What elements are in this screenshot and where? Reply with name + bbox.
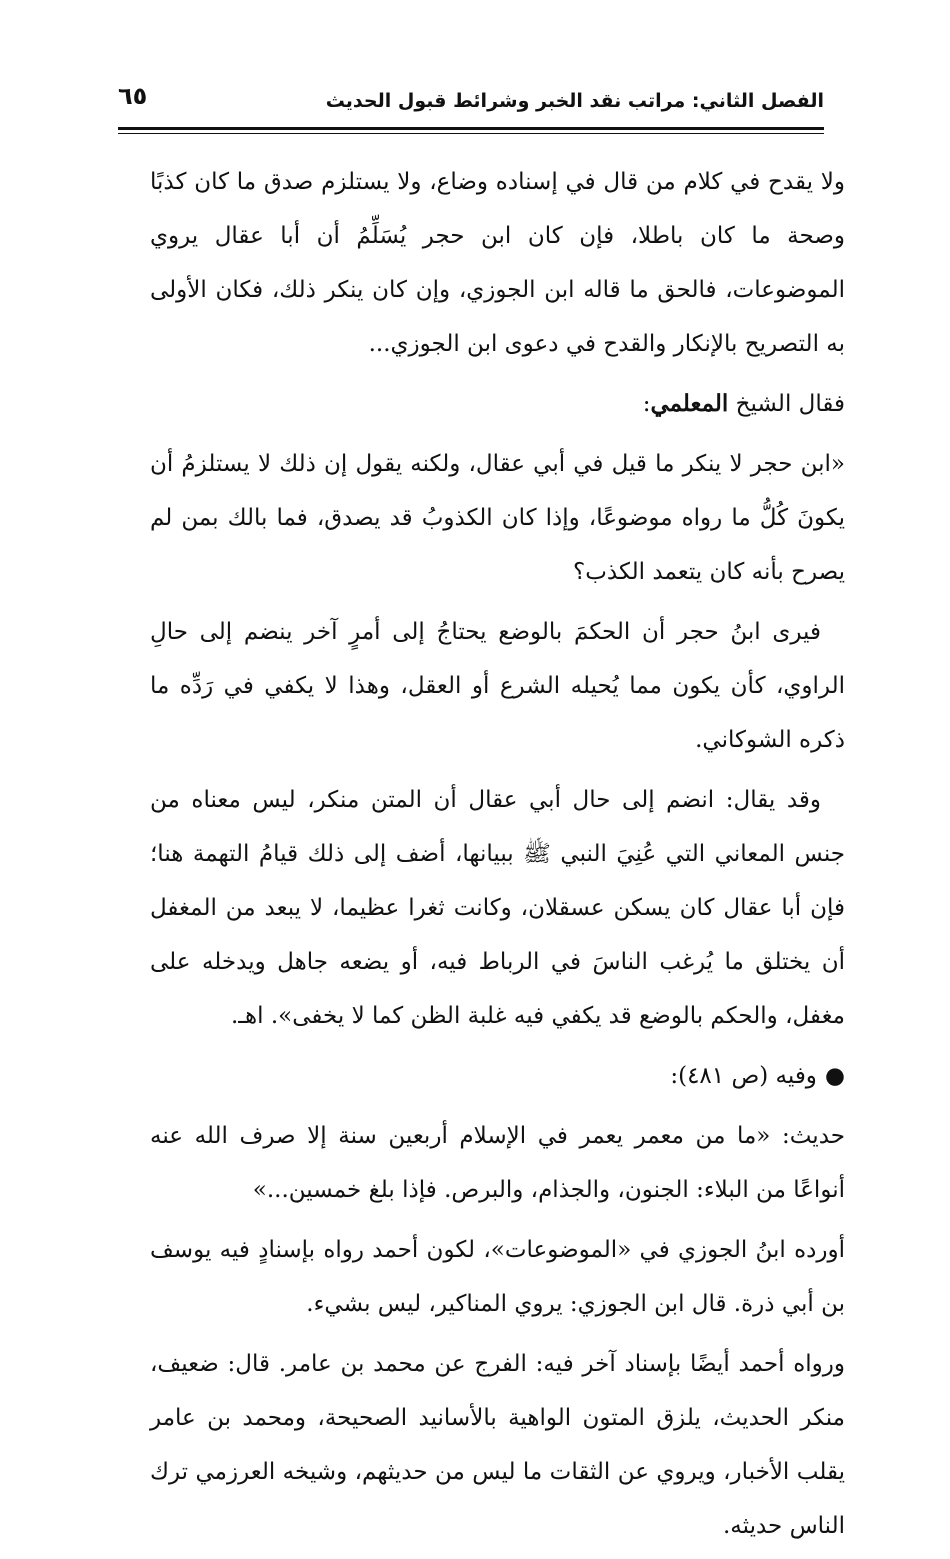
paragraph-ibn-hajar: فيرى ابنُ حجر أن الحكمَ بالوضع يحتاجُ إلى أمرٍ آخر ينضم إلى حالِ الراوي، كأن يكون مما يُحيله الشرع أو العقل، وهذا لا يكفي في رَدِّه ما ذكره الشوكاني.: [150, 619, 845, 753]
sheikh-name: المعلمي: [650, 390, 729, 417]
sheikh-intro: [150, 377, 845, 431]
body-text: [150, 155, 845, 1559]
running-header: [118, 78, 824, 122]
page-number: ٦٥: [118, 82, 148, 110]
bullet-text: وفيه (ص ٤٨١):: [670, 1063, 817, 1089]
bullet-item: [150, 1049, 845, 1103]
paragraph-1: ولا يقدح في كلام من قال في إسناده وضاع، ولا يستلزم صدق ما كان كذبًا وصحة ما كان باطلا، فإن كان ابن حجر يُسَلِّمُ أن أبا عقال يروي الموضوعات، فالحق ما قاله ابن الجوزي، وإن كان ينكر ذلك، فكان الأولى به التصريح بالإنكار والقدح في دعوى ابن الجوزي...: [150, 169, 845, 357]
bullet-icon: ●: [824, 1063, 845, 1089]
paragraph-ibn-jawzi: أورده ابنُ الجوزي في «الموضوعات»، لكون أحمد رواه بإسنادٍ فيه يوسف بن أبي ذرة. قال ابن الجوزي: يروي المناكير، ليس بشيء.: [150, 1237, 845, 1317]
paragraph-hadith: حديث: «ما من معمر يعمر في الإسلام أربعين سنة إلا صرف الله عنه أنواعًا من البلاء: الجنون، والجذام، والبرص. فإذا بلغ خمسين...»: [150, 1123, 845, 1203]
sheikh-intro-suffix: :: [642, 391, 651, 417]
paragraph-aqal: وقد يقال: انضم إلى حال أبي عقال أن المتن منكر، ليس معناه من جنس المعاني التي عُنِيَ النبي ﷺ ببيانها، أضف إلى ذلك قيامُ التهمة هنا؛ فإن أبا عقال كان يسكن عسقلان، وكانت ثغرا عظيما، لا يبعد من المغفل أن يختلق ما يُرغب الناسَ في الرباط فيه، أو يضعه جاهل ويدخله على مغفل، والحكم بالوضع قد يكفي فيه غلبة الظن كما لا يخفى». اهـ.: [150, 787, 845, 1029]
paragraph-ahmad: ورواه أحمد أيضًا بإسناد آخر فيه: الفرج عن محمد بن عامر. قال: ضعيف، منكر الحديث، يلزق المتون الواهية بالأسانيد الصحيحة، ومحمد بن عامر يقلب الأخبار، ويروي عن الثقات ما ليس من حديثهم، وشيخه العرزمي ترك الناس حديثه.: [150, 1351, 845, 1539]
chapter-title: الفصل الثاني: مراتب نقد الخبر وشرائط قبول الحديث: [325, 90, 824, 112]
header-rule-thick: [118, 127, 824, 130]
header-rule-thin: [118, 133, 824, 134]
sheikh-intro-prefix: فقال الشيخ: [735, 391, 845, 417]
paragraph-quote: «ابن حجر لا ينكر ما قيل في أبي عقال، ولكنه يقول إن ذلك لا يستلزمُ أن يكونَ كُلُّ ما رواه موضوعًا، وإذا كان الكذوبُ قد يصدق، فما بالك بمن لم يصرح بأنه كان يتعمد الكذب؟: [150, 451, 845, 585]
